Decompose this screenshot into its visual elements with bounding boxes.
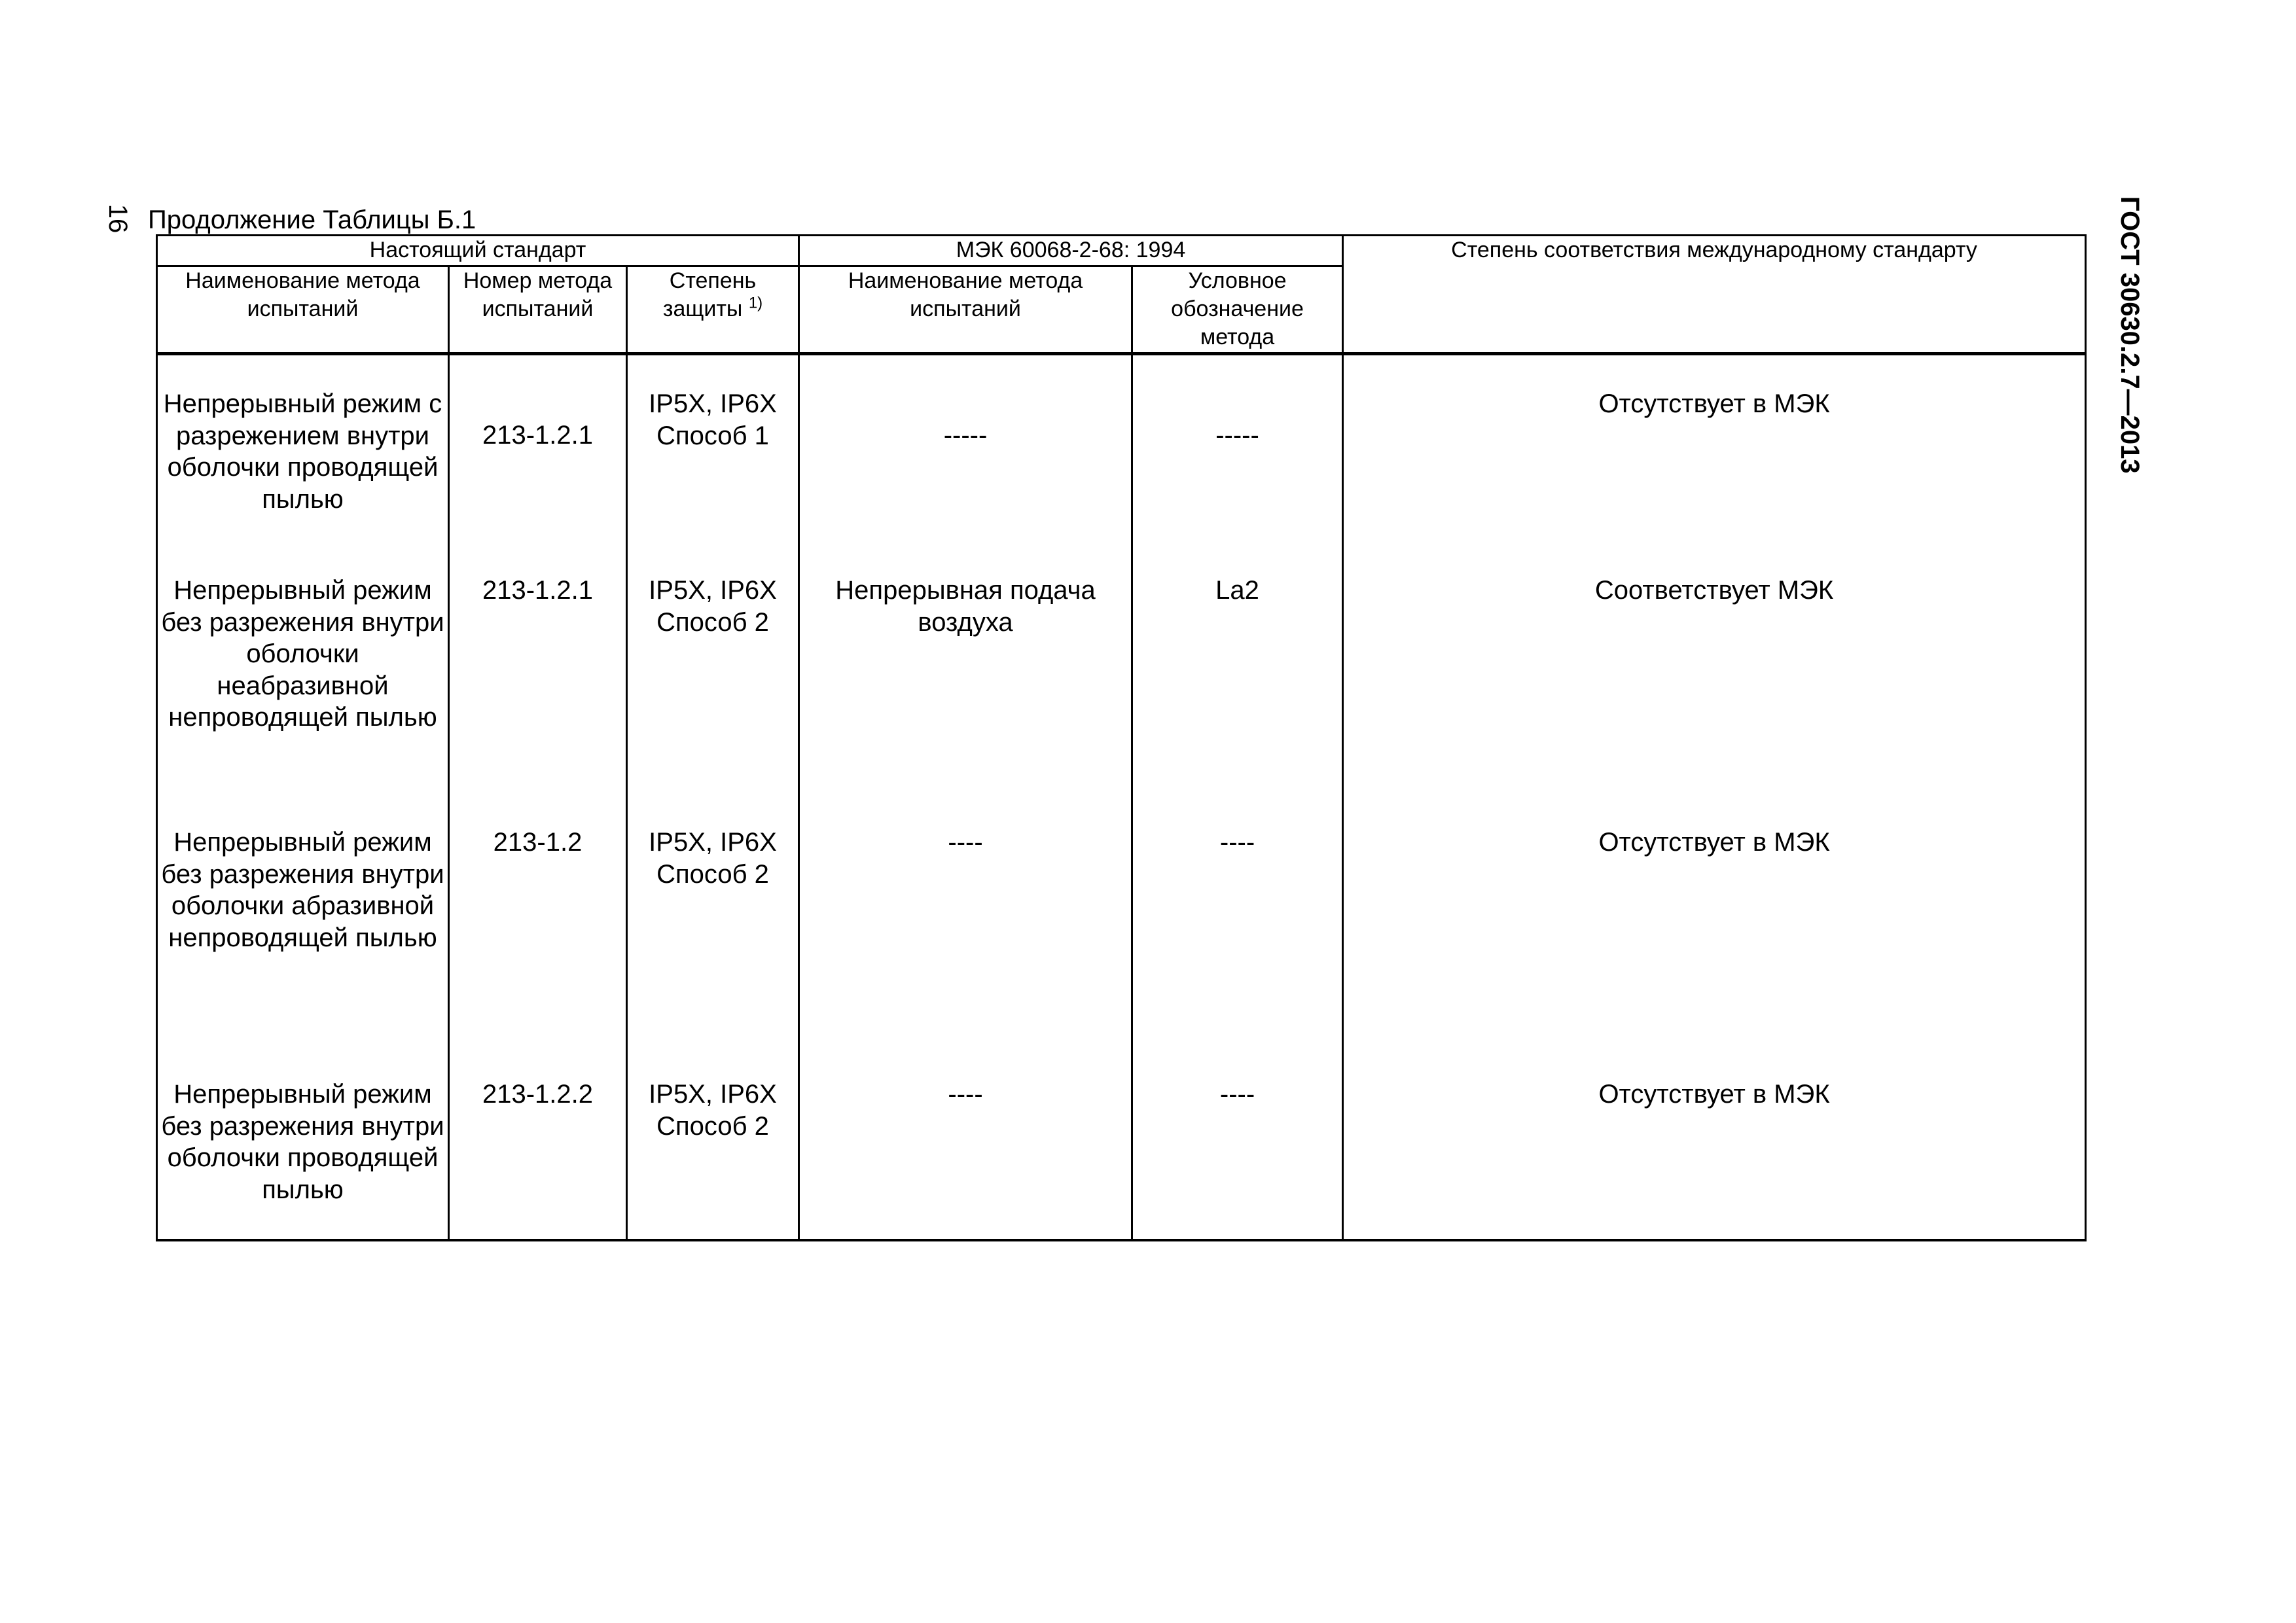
footnote-marker: 1) [748, 294, 763, 312]
cell-protection-degree: IP5X, IP6X Способ 2 [627, 797, 799, 1049]
header-iec-method-name: Наименование метода испытаний [799, 266, 1132, 354]
cell-protection-degree: IP5X, IP6X Способ 1 [627, 354, 799, 546]
cell-method-number: 213-1.2.1 [449, 545, 627, 797]
table-caption: Продолжение Таблицы Б.1 [148, 205, 476, 234]
header-method-number: Номер метода испытаний [449, 266, 627, 354]
cell-method-name: Непрерывный режим без разрежения внутри оболочки абразивной непроводящей пылью [157, 797, 449, 1049]
cell-conformity: Отсутствует в МЭК [1343, 354, 2086, 546]
header-protection-degree [627, 266, 799, 354]
cell-method-name: Непрерывный режим с разрежением внутри оболочки проводящей пылью [157, 354, 449, 546]
document-code: ГОСТ 30630.2.7—2013 [2115, 196, 2144, 474]
header-method-name: Наименование метода испытаний [157, 266, 449, 354]
group-header-current-standard: Настоящий стандарт [157, 236, 799, 266]
cell-method-name: Непрерывный режим без разрежения внутри оболочки проводящей пылью [157, 1049, 449, 1240]
cell-protection-degree: IP5X, IP6X Способ 2 [627, 545, 799, 797]
header-conformity: Степень соответствия международному стандарту [1343, 236, 2086, 354]
table-row [157, 797, 2086, 1049]
cell-iec-method-name: ---- [799, 1049, 1132, 1240]
cell-iec-method-name: ----- [799, 354, 1132, 546]
cell-iec-designation: ---- [1132, 797, 1343, 1049]
cell-conformity: Соответствует МЭК [1343, 545, 2086, 797]
cell-method-name: Непрерывный режим без разрежения внутри оболочки неабразивной непроводящей пылью [157, 545, 449, 797]
group-header-iec-standard: МЭК 60068-2-68: 1994 [799, 236, 1343, 266]
cell-conformity: Отсутствует в МЭК [1343, 797, 2086, 1049]
cell-conformity: Отсутствует в МЭК [1343, 1049, 2086, 1240]
table-row [157, 545, 2086, 797]
cell-iec-method-name: Непрерывная подача воздуха [799, 545, 1132, 797]
comparison-table [156, 234, 2087, 1241]
header-iec-designation: Условное обозначение метода [1132, 266, 1343, 354]
cell-method-number: 213-1.2.2 [449, 1049, 627, 1240]
page-number: 16 [103, 204, 132, 234]
cell-protection-degree: IP5X, IP6X Способ 2 [627, 1049, 799, 1240]
cell-iec-designation: ----- [1132, 354, 1343, 546]
header-protection-degree-label: Степень защиты [662, 268, 757, 321]
cell-method-number: 213-1.2.1 [449, 354, 627, 546]
table-row [157, 354, 2086, 546]
group-header-row [157, 236, 2086, 266]
cell-method-number: 213-1.2 [449, 797, 627, 1049]
cell-iec-method-name: ---- [799, 797, 1132, 1049]
cell-iec-designation: La2 [1132, 545, 1343, 797]
cell-iec-designation: ---- [1132, 1049, 1343, 1240]
table-row [157, 1049, 2086, 1240]
